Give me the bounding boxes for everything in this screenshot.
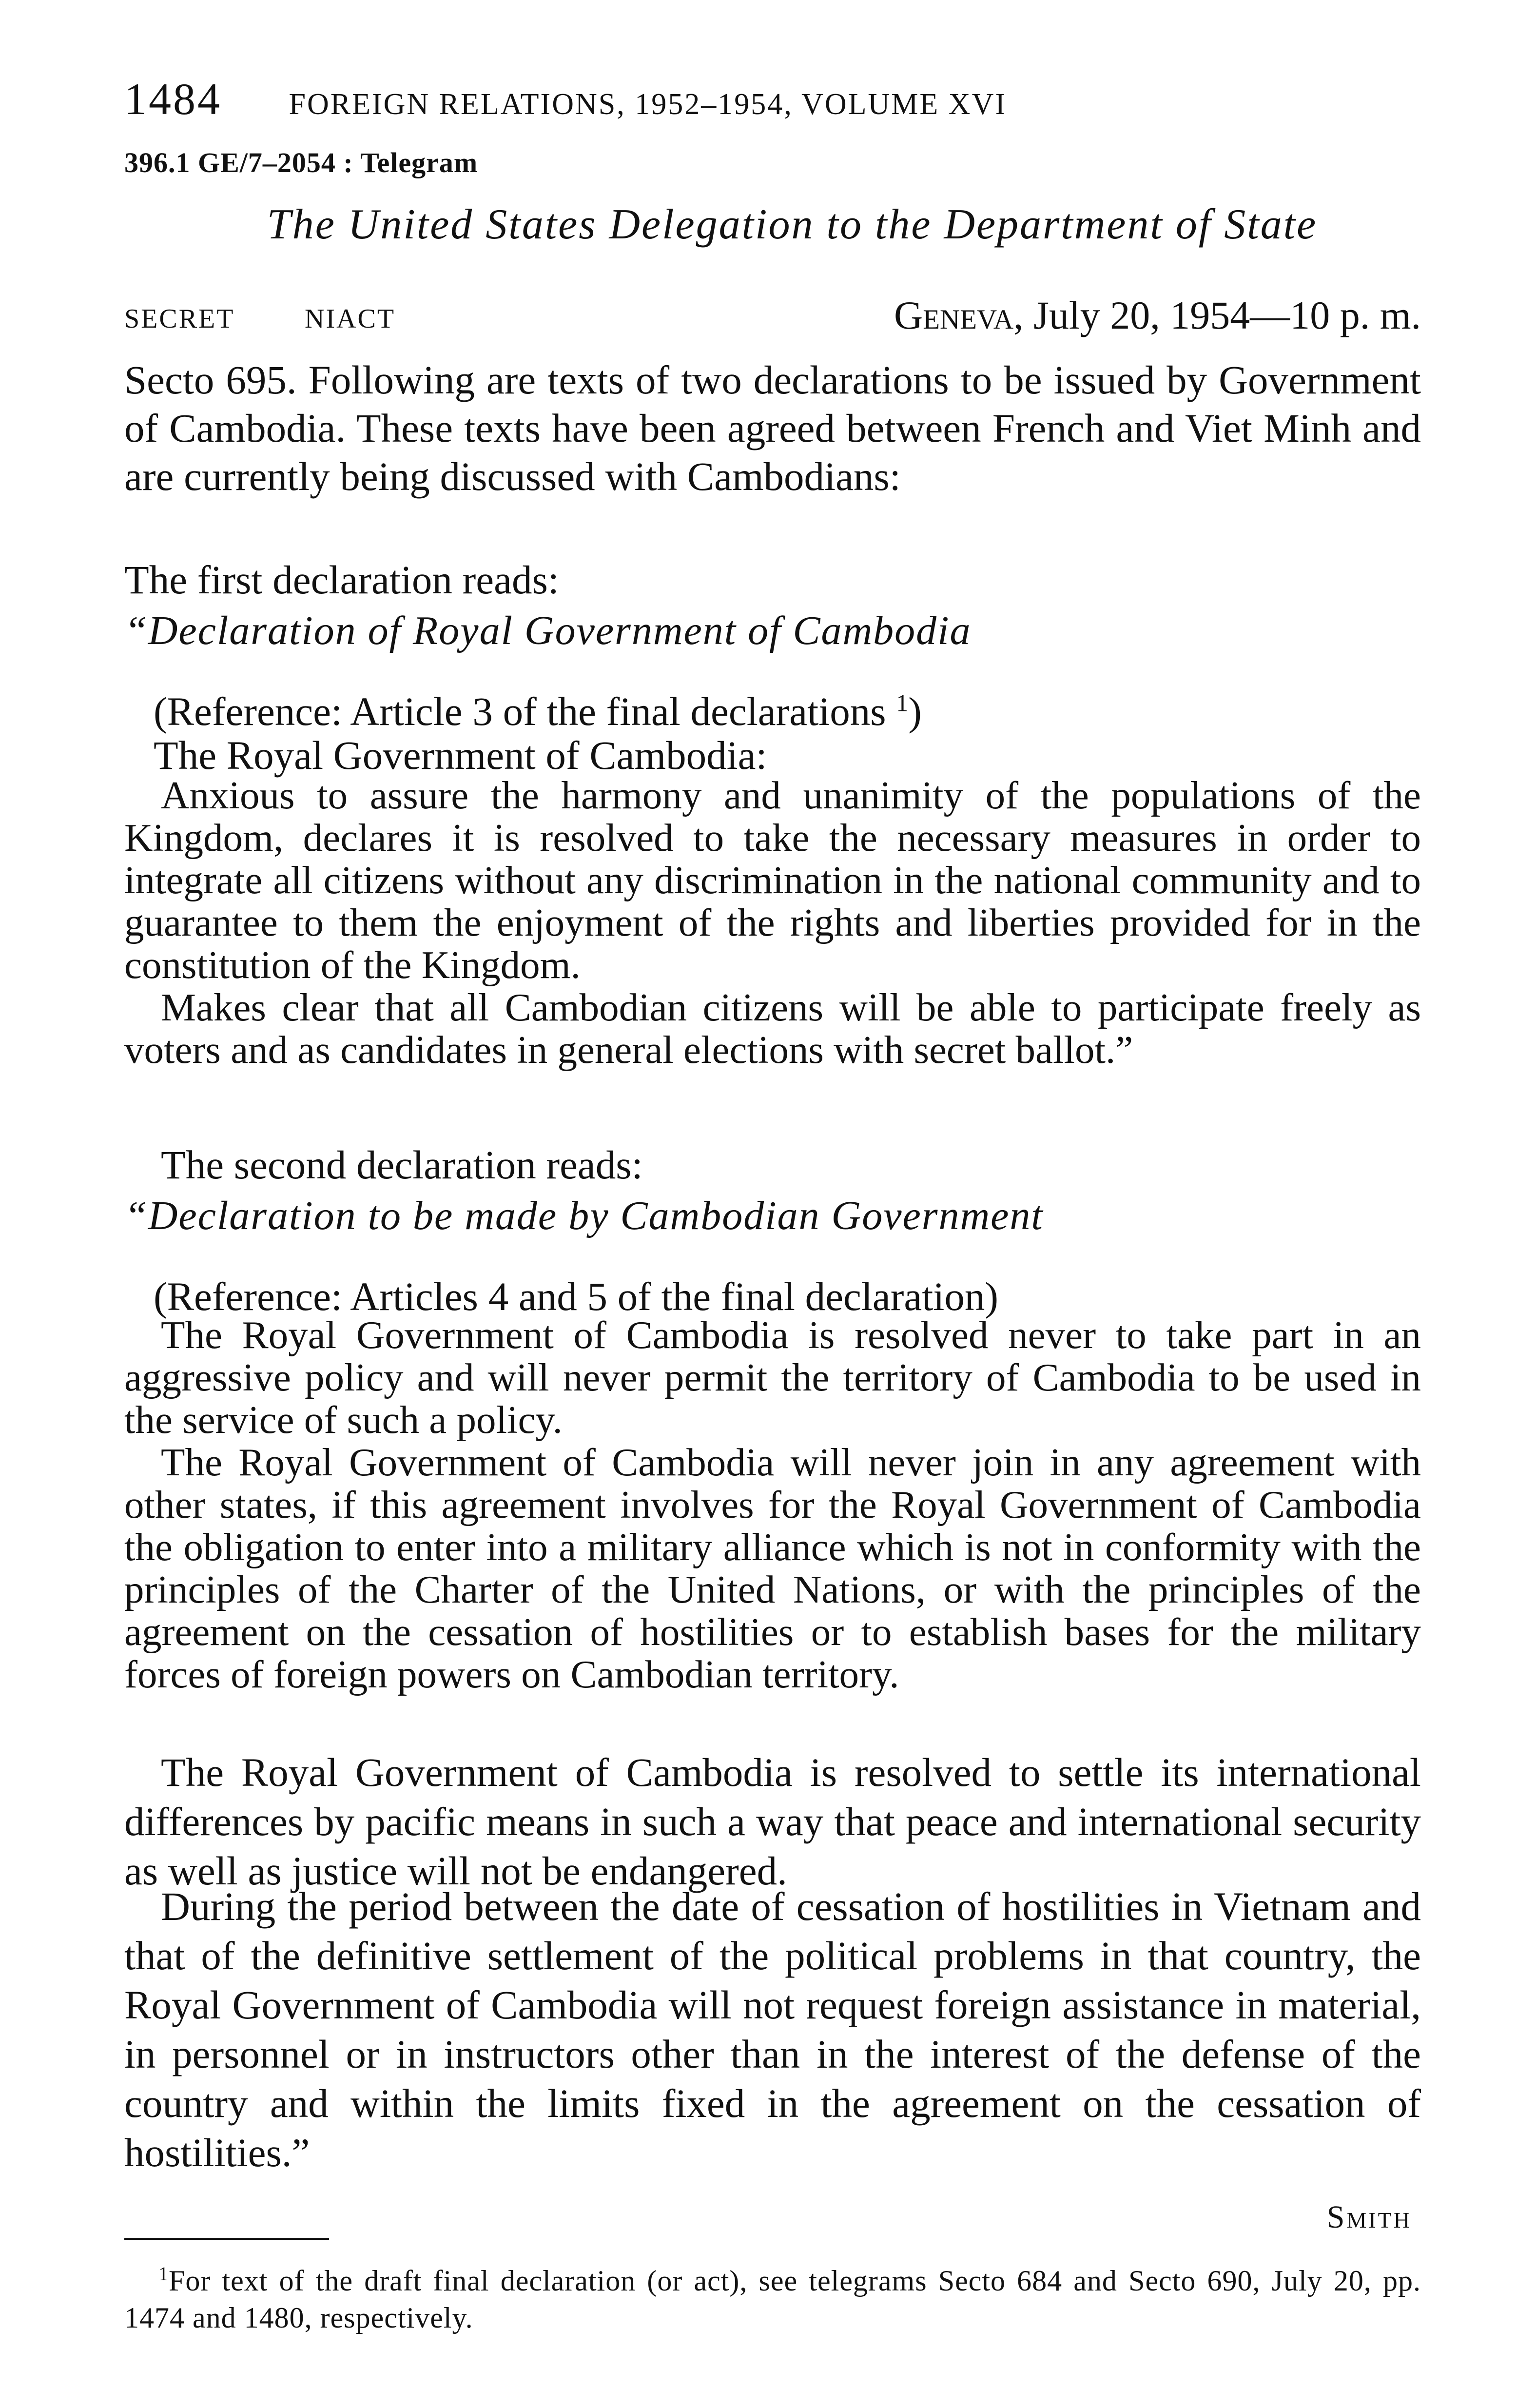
paragraph: The Royal Government of Cambodia is resolved never to take part in an aggressive policy and will never permit the territory of Cambodia to be used in the service of such a policy. <box>124 1313 1421 1442</box>
second-declaration-body-cont <box>124 1748 1421 1896</box>
precedence-indicator: NIACT <box>305 304 396 334</box>
footnote <box>124 2262 1421 2336</box>
date-time: , July 20, 1954—10 p. m. <box>1013 293 1421 337</box>
place: Geneva <box>894 293 1014 337</box>
document-title: The United States Delegation to the Department of State <box>267 201 1318 248</box>
reference-text: (Reference: Article 3 of the final declarations <box>154 689 886 734</box>
footnote-rule <box>124 2238 329 2240</box>
paragraph: Anxious to assure the harmony and unanimity of the populations of the Kingdom, declares it is resolved to take the necessary measures in order to integrate all citizens without any discrimination in the national community and to guarantee to them the enjoyment of the rights and liberties provided for in the constitution of the Kingdom. <box>124 773 1421 987</box>
paragraph: During the period between the date of cessation of hostilities in Vietnam and that of the definitive settlement of the political problems in that country, the Royal Government of Cambodia will not request foreign assistance in material, in personnel or in instructors other than in the interest of the defense of the country and within the limits fixed in the agreement on the cessation of hostilities.” <box>124 1884 1421 2175</box>
intro-paragraph: Secto 695. Following are texts of two declarations to be issued by Government of Cambodia. These texts have been agreed between French and Viet Minh and are currently being discussed with Cambodians: <box>124 357 1421 499</box>
second-declaration-reference: (Reference: Articles 4 and 5 of the final declaration) <box>154 1274 998 1319</box>
page-number: 1484 <box>124 74 222 124</box>
second-declaration-lead: The second declaration reads: <box>161 1142 643 1187</box>
second-declaration-body-final <box>124 1882 1421 2177</box>
file-reference: 396.1 GE/7–2054 : Telegram <box>124 147 478 178</box>
first-declaration-reference <box>124 687 1421 736</box>
paragraph: The Royal Government of Cambodia will never join in any agreement with other states, if this agreement involves for the Royal Government of Cambodia the obligation to enter into a military alliance which is not in conformity with the principles of the Charter of the United Nations, or with the principles of the agreement on the cessation of hostilities or to establish bases for the military forces of foreign powers on Cambodian territory. <box>124 1440 1421 1696</box>
first-declaration-opening: The Royal Government of Cambodia: <box>154 733 767 778</box>
first-declaration-heading: “Declaration of Royal Government of Cambodia <box>124 608 972 653</box>
second-declaration-body <box>124 1314 1421 1696</box>
running-head <box>124 73 1421 132</box>
footnote-number: 1 <box>158 2263 169 2285</box>
dateline <box>124 293 1421 341</box>
second-declaration-heading: “Declaration to be made by Cambodian Government <box>124 1193 1044 1238</box>
paragraph: The Royal Government of Cambodia is resolved to settle its international differences by pacific means in such a way that peace and international security as well as justice will not be endangered. <box>124 1750 1421 1893</box>
first-declaration-body <box>124 774 1421 1071</box>
running-title: FOREIGN RELATIONS, 1952–1954, VOLUME XVI <box>289 88 1007 121</box>
first-declaration-lead: The first declaration reads: <box>124 557 559 602</box>
footnote-text: For text of the draft final declaration (or act), see telegrams Secto 684 and Secto 690, July 20, pp. 1474 and 1480, respectively. <box>124 2265 1421 2334</box>
place-date <box>894 293 1421 338</box>
paragraph: Makes clear that all Cambodian citizens will be able to participate freely as voters and as candidates in general elections with secret ballot.” <box>124 985 1421 1072</box>
classification: SECRET <box>124 304 235 334</box>
signature: Smith <box>1326 2199 1412 2235</box>
footnote-marker[interactable]: 1 <box>896 689 909 717</box>
reference-close: ) <box>908 689 922 734</box>
